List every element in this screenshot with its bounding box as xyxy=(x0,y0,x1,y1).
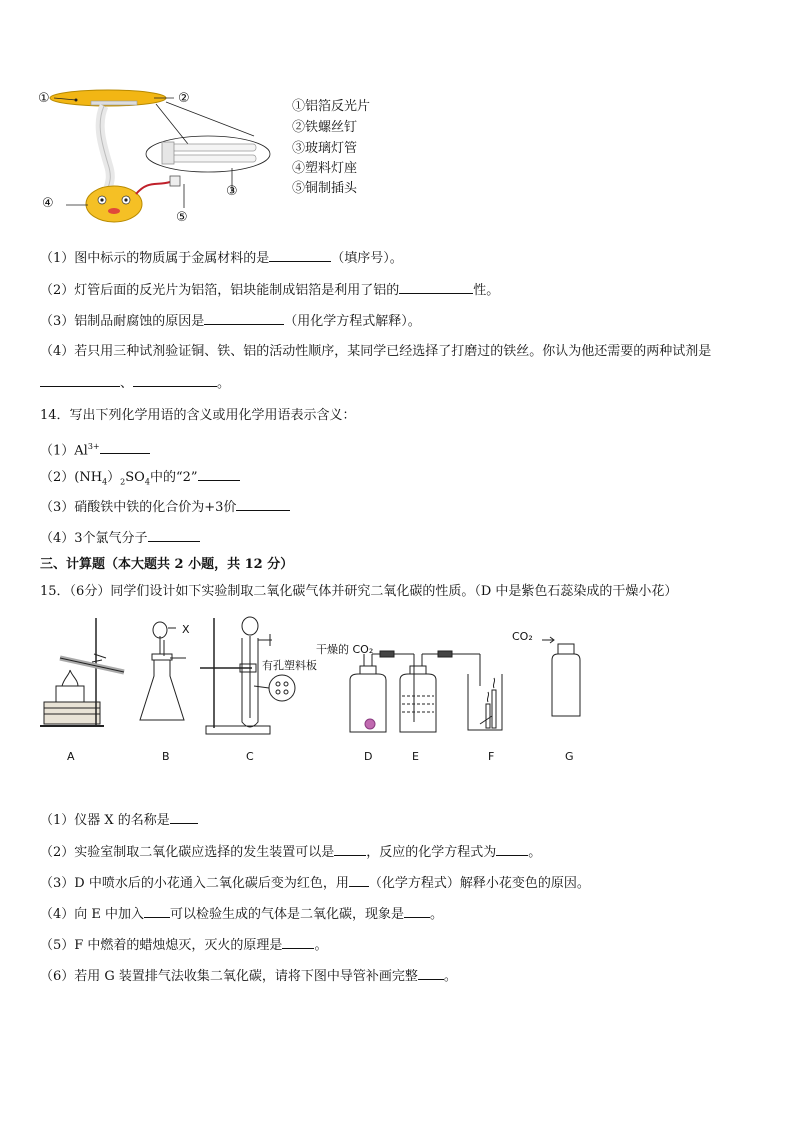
apparatus-e xyxy=(380,651,480,732)
label-co2: CO₂ xyxy=(512,630,533,643)
q13-part4-answers xyxy=(40,374,230,393)
legend-item-5: ⑤铜制插头 xyxy=(292,181,358,196)
answer-blank[interactable] xyxy=(399,281,473,294)
answer-blank[interactable] xyxy=(133,374,217,387)
q13-part3 xyxy=(40,312,421,331)
section-heading: 三、计算题（本大题共 2 小题，共 12 分） xyxy=(40,557,294,572)
q15-part4 xyxy=(40,905,443,924)
callout-5: ⑤ xyxy=(176,210,188,225)
answer-blank[interactable] xyxy=(198,468,240,481)
q14-part2 xyxy=(40,468,240,492)
plug xyxy=(170,176,180,186)
label-c: C xyxy=(246,750,254,763)
q13-part4-sep: 、 xyxy=(120,376,134,391)
q13-part3-tail: （用化学方程式解释）。 xyxy=(284,314,421,329)
subscript: 4 xyxy=(102,477,108,487)
answer-blank[interactable] xyxy=(40,374,120,387)
label-g: G xyxy=(565,750,574,763)
apparatus-b xyxy=(140,622,186,720)
answer-blank[interactable] xyxy=(418,967,444,980)
callout-3: ③ xyxy=(226,184,238,199)
q15-part3-tail: （化学方程式）解释小花变色的原因。 xyxy=(368,876,590,891)
q15-part2-text: （2）实验室制取二氧化碳应选择的发生装置可以是 xyxy=(40,845,335,860)
apparatus-a xyxy=(40,618,124,726)
legend-item-2: ②铁螺丝钉 xyxy=(292,120,358,135)
label-x: X xyxy=(182,623,190,636)
callout-1: ① xyxy=(38,91,50,106)
q15-part4-text: （4）向 E 中加入 xyxy=(40,907,145,922)
q15-part2 xyxy=(40,843,541,862)
lamp-neck xyxy=(100,106,110,188)
q15-part6-text: （6）若用 G 装置排气法收集二氧化碳，请将下图中导管补画完整 xyxy=(40,969,418,984)
q14-part4 xyxy=(40,529,200,548)
legend-item-4: ④塑料灯座 xyxy=(292,161,358,176)
q14-part3 xyxy=(40,498,290,517)
label-b: B xyxy=(162,750,170,763)
q15-part4-mid: 可以检验生成的气体是二氧化碳，现象是 xyxy=(170,907,405,922)
q15-part3-text: （3）D 中喷水后的小花通入二氧化碳后变为红色，用 xyxy=(40,876,349,891)
answer-blank[interactable] xyxy=(100,441,150,454)
answer-blank[interactable] xyxy=(204,312,284,325)
q13-part2 xyxy=(40,281,499,300)
q13-part1 xyxy=(40,249,403,268)
answer-blank[interactable] xyxy=(269,249,331,262)
answer-blank[interactable] xyxy=(170,811,198,824)
label-plate: 有孔塑料板 xyxy=(262,659,317,672)
q15-part2-mid: ，反应的化学方程式为 xyxy=(366,845,497,860)
apparatus-d xyxy=(350,654,414,732)
subscript: 4 xyxy=(144,477,150,487)
label-d: D xyxy=(364,750,373,763)
q14-part2-tail: 中的“2” xyxy=(149,470,198,485)
q14-part4-text: （4）3个氯气分子 xyxy=(40,531,148,546)
answer-blank[interactable] xyxy=(349,874,369,887)
answer-blank[interactable] xyxy=(144,905,170,918)
q15-part4-end: 。 xyxy=(430,907,444,922)
q15-part3 xyxy=(40,874,590,893)
label-dry-co2: 干燥的 CO₂ xyxy=(316,643,374,656)
q15-part6 xyxy=(40,967,457,986)
desk-lamp-figure xyxy=(36,84,286,234)
q13-part4-text: （4）若只用三种试剂验证铜、铁、铝的活动性顺序，某同学已经选择了打磨过的铁丝。你认为他还需要的两种试剂是 xyxy=(40,344,712,359)
label-f: F xyxy=(488,750,495,763)
answer-blank[interactable] xyxy=(148,529,200,542)
q13-part1-tail: （填序号）。 xyxy=(331,251,403,266)
legend-item-3: ③玻璃灯管 xyxy=(292,141,358,156)
subscript: 2 xyxy=(120,477,126,487)
q13-part3-text: （3）铝制品耐腐蚀的原因是 xyxy=(40,314,205,329)
lamp-base xyxy=(86,186,142,222)
apparatus-c xyxy=(200,617,295,734)
answer-blank[interactable] xyxy=(334,843,366,856)
q14-part1 xyxy=(40,438,150,460)
q14-part2-so: SO xyxy=(125,470,145,485)
q13-part2-tail: 性。 xyxy=(473,283,500,298)
q13-part2-text: （2）灯管后面的反光片为铝箔，铝块能制成铝箔是利用了铝的 xyxy=(40,283,400,298)
q15-part1 xyxy=(40,811,198,830)
apparatus-g xyxy=(542,637,580,716)
legend-item-1: ①铝箔反光片 xyxy=(292,99,371,114)
q14-part1-text: （1）Al xyxy=(40,443,88,459)
q14-part2-text: （2）(NH xyxy=(40,470,103,485)
apparatus-f xyxy=(468,654,502,730)
glass-tube xyxy=(166,144,256,151)
q15-part2-end: 。 xyxy=(528,845,542,860)
callout-2: ② xyxy=(178,91,190,106)
label-a: A xyxy=(67,750,75,763)
q15-stem: 15．（6分）同学们设计如下实验制取二氧化碳气体并研究二氧化碳的性质。（D 中是紫色石蕊染成的干燥小花） xyxy=(40,584,678,599)
label-e: E xyxy=(412,750,419,763)
q14-part2-mid: ） xyxy=(107,470,121,485)
q15-part5-end: 。 xyxy=(314,938,328,953)
answer-blank[interactable] xyxy=(282,936,314,949)
q15-part5-text: （5）F 中燃着的蜡烛熄灭，灭火的原理是 xyxy=(40,938,283,953)
q13-part4 xyxy=(40,343,711,361)
answer-blank[interactable] xyxy=(496,843,528,856)
q13-part1-text: （1）图中标示的物质属于金属材料的是 xyxy=(40,251,270,266)
q15-part6-end: 。 xyxy=(443,969,457,984)
q14-stem: 14．写出下列化学用语的含义或用化学用语表示含义： xyxy=(40,408,356,423)
q15-part5 xyxy=(40,936,327,955)
answer-blank[interactable] xyxy=(236,498,290,511)
ion-charge: 3+ xyxy=(87,442,100,451)
q14-part3-text: （3）硝酸铁中铁的化合价为+3价 xyxy=(40,500,237,515)
answer-blank[interactable] xyxy=(404,905,430,918)
callout-4: ④ xyxy=(42,196,54,211)
q13-part4-end: 。 xyxy=(217,376,231,391)
q15-part1-text: （1）仪器 X 的名称是 xyxy=(40,813,170,828)
